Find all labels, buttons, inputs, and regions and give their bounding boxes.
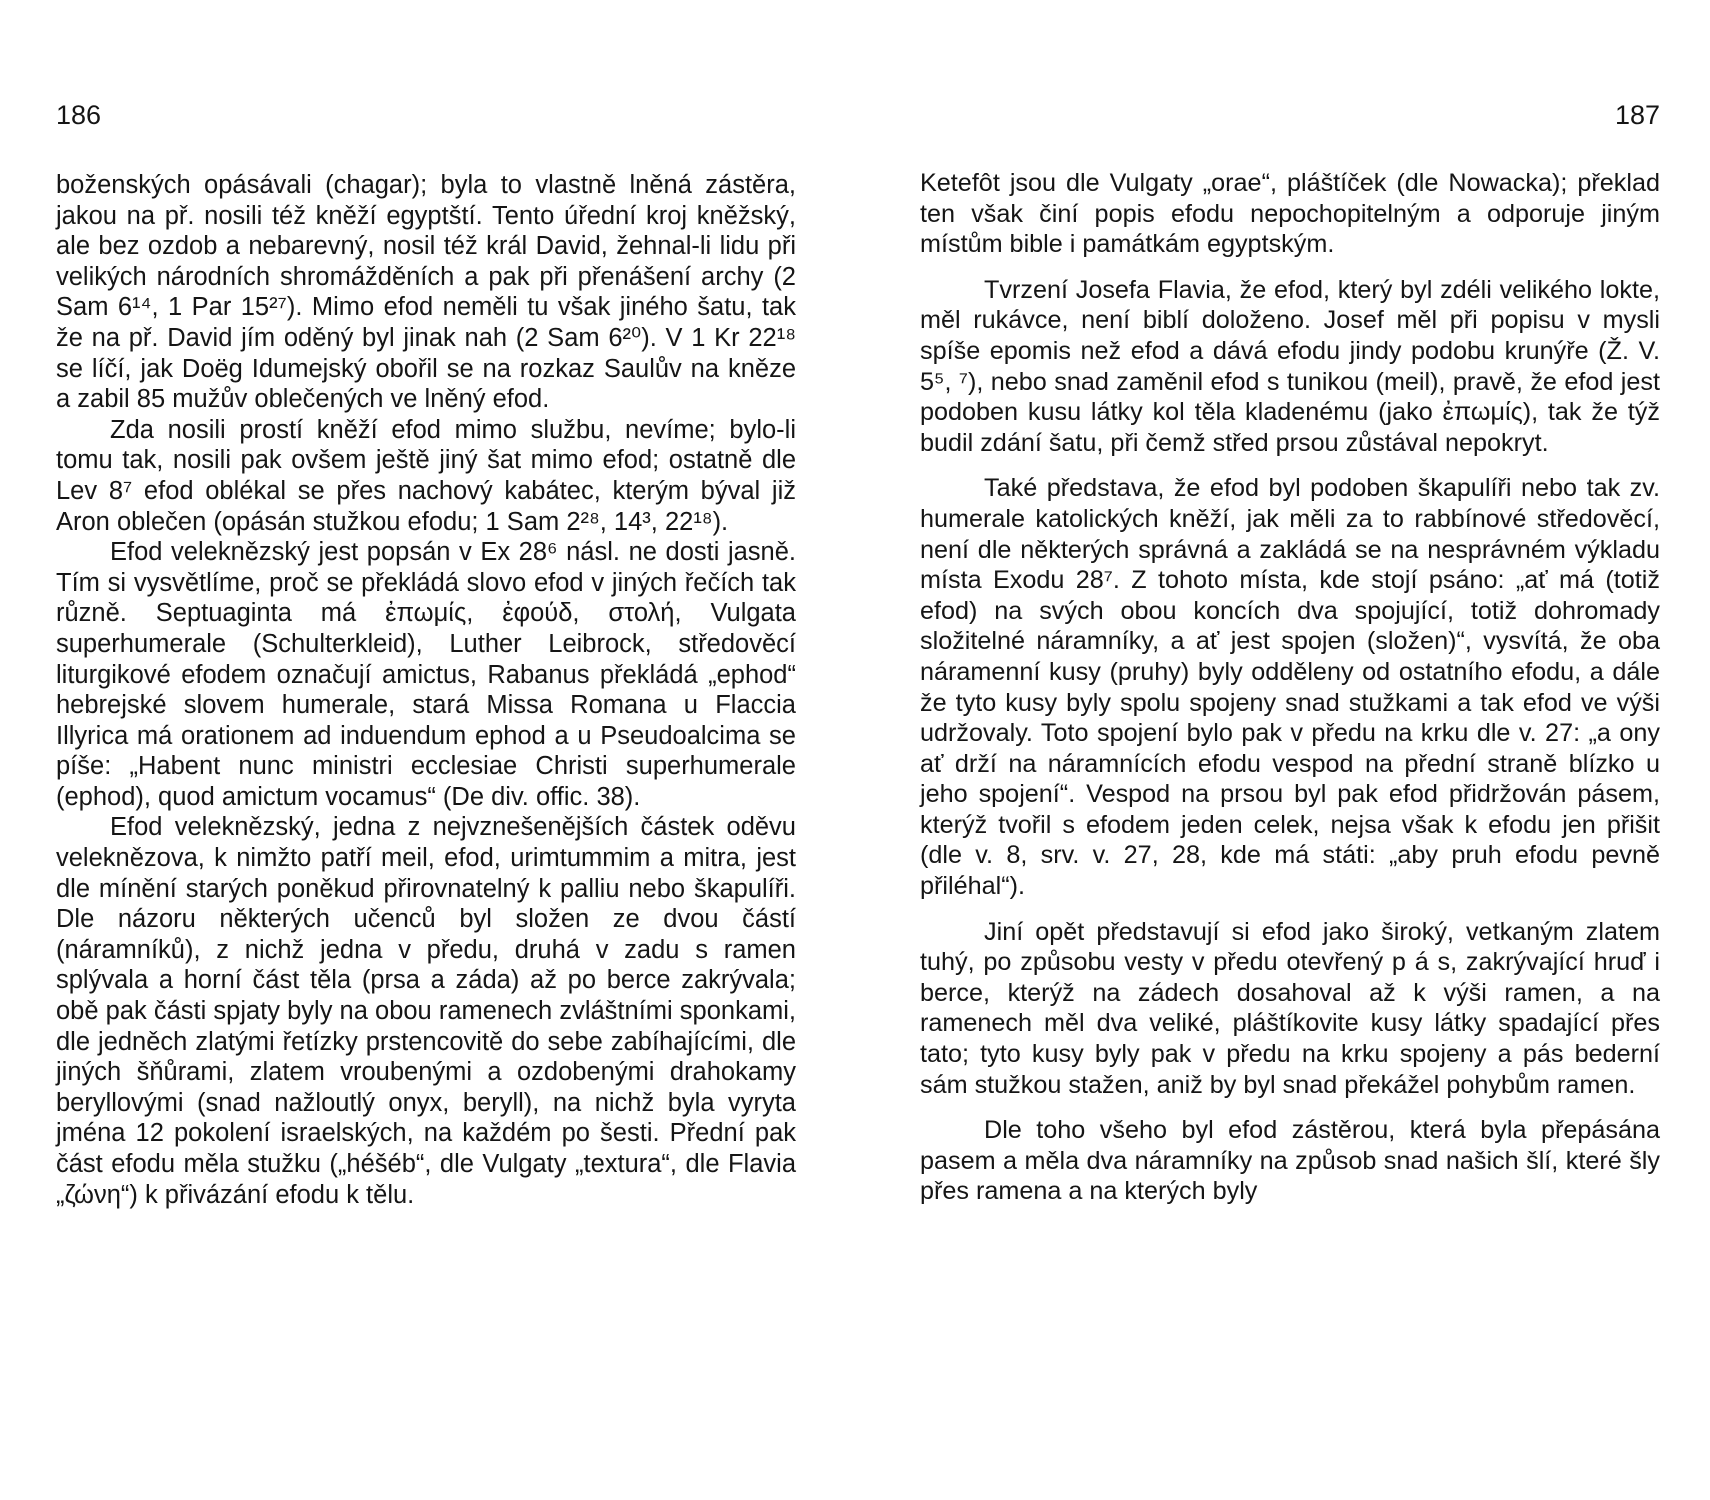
paragraph: Efod veleknězský jest popsán v Ex 28⁶ násl. ne dosti jasně. Tím si vysvětlíme, proč se překládá slovo efod v jiných řečích tak různě. Septuaginta má ἐπωμίς, ἐφούδ, στολή, Vulgata superhumerale (Schulterkleid), Luther Leibrock, středověcí liturgikové efodem označují amictus, Rabanus překládá „ephod“ hebrejské slovem humerale, stará Missa Romana u Flaccia Illyrica má orationem ad induendum ephod a u Pseudoalcima se píše: „Habent nunc ministri ecclesiae Christi superhumerale (ephod), quod amictum vocamus“ (De div. offic. 38). [56, 538, 796, 811]
page-number-left: 186 [56, 100, 102, 130]
page-number-right: 187 [1614, 100, 1660, 130]
paragraph: Dle toho všeho byl efod zástěrou, která byla přepásána pasem a měla dva náramníky na způsob snad našich šlí, které šly přes ramena a na kterých byly [920, 1116, 1660, 1206]
paragraph: Efod veleknězský, jedna z nejvznešenějších částek oděvu veleknězova, k nimžto patří meil, efod, urimtummim a mitra, jest dle mínění starých poněkud přirovnatelný k palliu nebo škapulíři. Dle názoru některých učenců byl složen ze dvou částí (náramníků), z nichž jedna v předu, druhá v zadu s ramen splývala a horní část těla (prsa a záda) až po berce zakrývala; obě pak části spjaty byly na obou ramenech zvláštními sponkami, dle jedněch zlatými řetízky prstencovitě do sebe zabíhajícími, dle jiných šňůrami, zlatem vroubenými a ozdobenými drahokamy beryllovými (snad nažloutlý onyx, beryll), na nichž byla vyryta jména 12 pokolení israelských, na každém po šesti. Přední pak část efodu měla stužku („héšéb“, dle Vulgaty „textura“, dle Flavia „ζώνη“) k přivázání efodu k tělu. [56, 813, 796, 1209]
paragraph: Tvrzení Josefa Flavia, že efod, který byl zdéli velikého lokte, měl rukávce, není biblí doloženo. Josef měl při popisu v mysli spíše epomis než efod a dává efodu jindy podobu krunýře (Ž. V. 5⁵, ⁷), nebo snad zaměnil efod s tunikou (meil), pravě, že efod jest podoben kusu látky kol těla kladenému (jako ἐπωμίς), tak že týž budil zdání šatu, při čemž střed prsou zůstával nepokryt. [920, 275, 1660, 457]
paragraph: Jiní opět představují si efod jako široký, vetkaným zlatem tuhý, po způsobu vesty v předu otevřený p á s, zakrývající hruď i berce, kterýž na zádech dosahoval až k výši ramen, a na ramenech měl dva veliké, pláštíkovite kusy látky spadající přes tato; tyto kusy byly pak v předu na krku spojeny a pás bederní sám stužkou stažen, aniž by byl snad překážel pohybům ramen. [920, 917, 1660, 1099]
right-page [920, 0, 1660, 1500]
left-page-body [56, 170, 796, 1210]
paragraph: Také představa, že efod byl podoben škapulíři nebo tak zv. humerale katolických kněží, jak měli za to rabbínové středověcí, není dle některých správná a zakládá se na nesprávném výkladu místa Exodu 28⁷. Z tohoto místa, kde stojí psáno: „ať má (totiž efod) na svých obou koncích dva spojující, totiž dohromady složitelné náramníky, a ať jest spojen (složen)“, vysvítá, že oba náramenní kusy (pruhy) byly odděleny od ostatního efodu, a dále že tyto kusy byly spolu spojeny snad stužkami a tak efod ve výši udržovaly. Toto spojení bylo pak v předu na krku dle v. 27: „a ony ať drží na náramnících efodu vespod na přední straně blízko u jeho spojení“. Vespod na prsou byl pak efod přidržován pásem, kterýž tvořil s efodem jeden celek, nejsa však k efodu jen přišit (dle v. 8, srv. v. 27, 28, kde má státi: „aby pruh efodu pevně přiléhal“). [920, 474, 1660, 901]
left-page [56, 0, 796, 1500]
paragraph: Zda nosili prostí kněží efod mimo službu, nevíme; bylo-li tomu tak, nosili pak ovšem ještě jiný šat mimo efod; ostatně dle Lev 8⁷ efod oblékal se přes nachový kabátec, kterým býval již Aron oblečen (opásán stužkou efodu; 1 Sam 2²⁸, 14³, 22¹⁸). [56, 415, 796, 536]
paragraph: boženských opásávali (chagar); byla to vlastně lněná zástěra, jakou na př. nosili též kněží egyptští. Tento úřední kroj kněžský, ale bez ozdob a nebarevný, nosil též král David, žehnal-li lidu při velikých národních shromážděních a pak při přenášení archy (2 Sam 6¹⁴, 1 Par 15²⁷). Mimo efod neměli tu však jiného šatu, tak že na př. David jím oděný byl jinak nah (2 Sam 6²⁰). V 1 Kr 22¹⁸ se líčí, jak Doëg Idumejský obořil se na rozkaz Saulův na kněze a zabil 85 mužův oblečených ve lněný efod. [56, 171, 796, 414]
paragraph: Ketefôt jsou dle Vulgaty „orae“, pláštíček (dle Nowacka); překlad ten však činí popis efodu nepochopitelným a odporuje jiným místům bible i památkám egyptským. [920, 169, 1660, 259]
right-page-body [920, 168, 1660, 1207]
